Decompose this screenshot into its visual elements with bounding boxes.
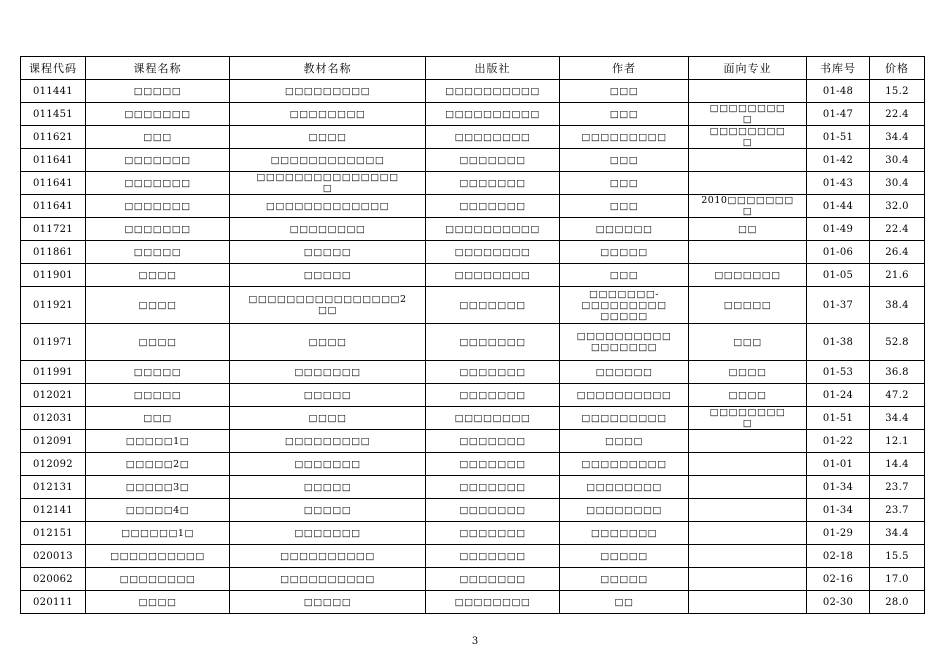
target-major-cell	[689, 499, 807, 522]
price-cell: 22.4	[870, 218, 925, 241]
publisher-cell: □□□□□□□□□□	[426, 103, 560, 126]
shelf-number-cell: 01-37	[807, 287, 870, 324]
table-row	[21, 195, 925, 218]
course-name-cell: □□□□□2□	[86, 453, 230, 476]
shelf-number-cell: 01-51	[807, 126, 870, 149]
course-code-cell: 012021	[21, 384, 86, 407]
textbook-name-cell: □□□□□□□□□□□□□	[230, 195, 426, 218]
course-name-cell: □□□□□1□	[86, 430, 230, 453]
shelf-number-cell: 01-06	[807, 241, 870, 264]
header-price: 价格	[870, 57, 925, 80]
textbook-name-cell: □□□□	[230, 407, 426, 430]
shelf-number-cell: 02-16	[807, 568, 870, 591]
publisher-cell: □□□□□□□□□□	[426, 80, 560, 103]
target-major-cell	[689, 476, 807, 499]
course-code-cell: 020013	[21, 545, 86, 568]
author-cell: □□□□	[560, 430, 689, 453]
price-cell: 15.2	[870, 80, 925, 103]
course-code-cell: 011971	[21, 324, 86, 361]
target-major-cell: □□□□□	[689, 287, 807, 324]
course-name-cell: □□□	[86, 126, 230, 149]
course-code-cell: 011991	[21, 361, 86, 384]
publisher-cell: □□□□□□□	[426, 545, 560, 568]
author-cell: □□□□□□	[560, 218, 689, 241]
price-cell: 38.4	[870, 287, 925, 324]
price-cell: 22.4	[870, 103, 925, 126]
textbook-name-cell: □□□□□	[230, 264, 426, 287]
shelf-number-cell: 01-48	[807, 80, 870, 103]
shelf-number-cell: 02-30	[807, 591, 870, 614]
course-name-cell: □□□□	[86, 324, 230, 361]
target-major-cell	[689, 545, 807, 568]
textbook-name-cell: □□□□□□□□	[230, 218, 426, 241]
course-code-cell: 012031	[21, 407, 86, 430]
publisher-cell: □□□□□□□	[426, 172, 560, 195]
target-major-cell	[689, 80, 807, 103]
price-cell: 52.8	[870, 324, 925, 361]
shelf-number-cell: 01-38	[807, 324, 870, 361]
author-cell: □□□□□□□□□□	[560, 384, 689, 407]
author-cell: □□□	[560, 103, 689, 126]
author-cell: □□□□□□□□□	[560, 126, 689, 149]
table-header-row	[21, 57, 925, 80]
price-cell: 32.0	[870, 195, 925, 218]
target-major-cell: □□□	[689, 324, 807, 361]
price-cell: 17.0	[870, 568, 925, 591]
course-code-cell: 011641	[21, 172, 86, 195]
textbook-name-cell: □□□□□□□	[230, 453, 426, 476]
shelf-number-cell: 01-42	[807, 149, 870, 172]
table-row	[21, 149, 925, 172]
header-author: 作者	[560, 57, 689, 80]
table-row	[21, 384, 925, 407]
course-code-cell: 011451	[21, 103, 86, 126]
course-name-cell: □□□□□□1□	[86, 522, 230, 545]
shelf-number-cell: 01-47	[807, 103, 870, 126]
price-cell: 12.1	[870, 430, 925, 453]
textbook-name-cell: □□□□□□□	[230, 361, 426, 384]
target-major-cell: □□□□□□□□ □	[689, 407, 807, 430]
course-code-cell: 012091	[21, 430, 86, 453]
target-major-cell	[689, 568, 807, 591]
price-cell: 47.2	[870, 384, 925, 407]
course-code-cell: 011721	[21, 218, 86, 241]
author-cell: □□□	[560, 80, 689, 103]
table-row	[21, 126, 925, 149]
publisher-cell: □□□□□□□□	[426, 241, 560, 264]
course-name-cell: □□□□	[86, 264, 230, 287]
publisher-cell: □□□□□□□□	[426, 591, 560, 614]
course-code-cell: 012151	[21, 522, 86, 545]
course-code-cell: 011621	[21, 126, 86, 149]
table-row	[21, 361, 925, 384]
author-cell: □□□	[560, 264, 689, 287]
publisher-cell: □□□□□□□	[426, 149, 560, 172]
textbook-name-cell: □□□□□	[230, 591, 426, 614]
author-cell: □□□□□□□□	[560, 499, 689, 522]
course-code-cell: 011641	[21, 149, 86, 172]
header-textbook-name: 教材名称	[230, 57, 426, 80]
course-name-cell: □□□□□□□	[86, 172, 230, 195]
course-code-cell: 012131	[21, 476, 86, 499]
author-cell: □□□	[560, 149, 689, 172]
shelf-number-cell: 01-34	[807, 476, 870, 499]
target-major-cell: □□□□□□□□ □	[689, 126, 807, 149]
textbook-name-cell: □□□□□□□□□□□□	[230, 149, 426, 172]
author-cell: □□□□□□□□□□ □□□□□□□	[560, 324, 689, 361]
table-row	[21, 499, 925, 522]
shelf-number-cell: 01-24	[807, 384, 870, 407]
shelf-number-cell: 01-34	[807, 499, 870, 522]
course-name-cell: □□□□□□□	[86, 103, 230, 126]
table-row	[21, 522, 925, 545]
course-name-cell: □□□□□□□	[86, 195, 230, 218]
table-row	[21, 241, 925, 264]
author-cell: □□□□□□	[560, 361, 689, 384]
price-cell: 34.4	[870, 407, 925, 430]
course-code-cell: 011901	[21, 264, 86, 287]
header-publisher: 出版社	[426, 57, 560, 80]
course-code-cell: 011641	[21, 195, 86, 218]
course-name-cell: □□□□□3□	[86, 476, 230, 499]
target-major-cell: □□□□□□□	[689, 264, 807, 287]
publisher-cell: □□□□□□□	[426, 384, 560, 407]
publisher-cell: □□□□□□□	[426, 476, 560, 499]
publisher-cell: □□□□□□□□□□	[426, 218, 560, 241]
target-major-cell	[689, 241, 807, 264]
header-target-major: 面向专业	[689, 57, 807, 80]
course-name-cell: □□□□□	[86, 384, 230, 407]
course-name-cell: □□□□□□□	[86, 149, 230, 172]
course-name-cell: □□□□	[86, 287, 230, 324]
publisher-cell: □□□□□□□	[426, 499, 560, 522]
target-major-cell: □□□□	[689, 384, 807, 407]
table-row	[21, 545, 925, 568]
author-cell: □□□	[560, 172, 689, 195]
shelf-number-cell: 01-22	[807, 430, 870, 453]
target-major-cell	[689, 172, 807, 195]
course-code-cell: 012141	[21, 499, 86, 522]
target-major-cell	[689, 591, 807, 614]
table-row	[21, 430, 925, 453]
textbook-name-cell: □□□□	[230, 126, 426, 149]
price-cell: 23.7	[870, 499, 925, 522]
target-major-cell	[689, 430, 807, 453]
publisher-cell: □□□□□□□	[426, 324, 560, 361]
target-major-cell: □□□□□□□□ □	[689, 103, 807, 126]
textbook-name-cell: □□□□□□□□□□□□□□□ □	[230, 172, 426, 195]
table-row	[21, 172, 925, 195]
table-row	[21, 591, 925, 614]
author-cell: □□□□□□□□□	[560, 453, 689, 476]
textbook-name-cell: □□□□□□□□□□	[230, 545, 426, 568]
publisher-cell: □□□□□□□	[426, 361, 560, 384]
target-major-cell: 2010□□□□□□□ □	[689, 195, 807, 218]
course-name-cell: □□□□□□□□□□	[86, 545, 230, 568]
page-number: 3	[471, 636, 479, 647]
shelf-number-cell: 01-43	[807, 172, 870, 195]
header-course-code: 课程代码	[21, 57, 86, 80]
course-name-cell: □□□□□	[86, 241, 230, 264]
price-cell: 36.8	[870, 361, 925, 384]
price-cell: 14.4	[870, 453, 925, 476]
course-name-cell: □□□□□	[86, 80, 230, 103]
textbook-name-cell: □□□□□□□□	[230, 103, 426, 126]
course-name-cell: □□□□□	[86, 361, 230, 384]
price-cell: 26.4	[870, 241, 925, 264]
publisher-cell: □□□□□□□	[426, 430, 560, 453]
shelf-number-cell: 01-44	[807, 195, 870, 218]
textbook-name-cell: □□□□□	[230, 476, 426, 499]
course-code-cell: 020111	[21, 591, 86, 614]
course-code-cell: 011441	[21, 80, 86, 103]
target-major-cell	[689, 453, 807, 476]
price-cell: 23.7	[870, 476, 925, 499]
table-row	[21, 80, 925, 103]
table-body	[21, 80, 925, 614]
author-cell: □□□□□	[560, 545, 689, 568]
course-name-cell: □□□	[86, 407, 230, 430]
textbook-name-cell: □□□□	[230, 324, 426, 361]
author-cell: □□□□□□□□	[560, 476, 689, 499]
table-row	[21, 287, 925, 324]
target-major-cell	[689, 522, 807, 545]
author-cell: □□□	[560, 195, 689, 218]
table-row	[21, 407, 925, 430]
course-name-cell: □□□□	[86, 591, 230, 614]
course-code-cell: 011921	[21, 287, 86, 324]
table-row	[21, 568, 925, 591]
textbook-name-cell: □□□□□	[230, 499, 426, 522]
price-cell: 15.5	[870, 545, 925, 568]
author-cell: □□□□□□□-□□□□□□□□□ □□□□□	[560, 287, 689, 324]
course-name-cell: □□□□□□□□	[86, 568, 230, 591]
price-cell: 34.4	[870, 522, 925, 545]
author-cell: □□□□□	[560, 568, 689, 591]
price-cell: 28.0	[870, 591, 925, 614]
price-cell: 30.4	[870, 149, 925, 172]
shelf-number-cell: 01-29	[807, 522, 870, 545]
course-code-cell: 011861	[21, 241, 86, 264]
textbook-name-cell: □□□□□□□□□□	[230, 568, 426, 591]
author-cell: □□	[560, 591, 689, 614]
course-name-cell: □□□□□4□	[86, 499, 230, 522]
price-cell: 34.4	[870, 126, 925, 149]
publisher-cell: □□□□□□□	[426, 568, 560, 591]
publisher-cell: □□□□□□□□	[426, 407, 560, 430]
shelf-number-cell: 02-18	[807, 545, 870, 568]
publisher-cell: □□□□□□□	[426, 195, 560, 218]
textbook-name-cell: □□□□□	[230, 241, 426, 264]
table-row	[21, 453, 925, 476]
textbook-name-cell: □□□□□□□□□	[230, 430, 426, 453]
table-row	[21, 103, 925, 126]
table-row	[21, 218, 925, 241]
shelf-number-cell: 01-01	[807, 453, 870, 476]
header-course-name: 课程名称	[86, 57, 230, 80]
publisher-cell: □□□□□□□	[426, 453, 560, 476]
publisher-cell: □□□□□□□	[426, 522, 560, 545]
price-cell: 21.6	[870, 264, 925, 287]
table-row	[21, 264, 925, 287]
publisher-cell: □□□□□□□	[426, 287, 560, 324]
shelf-number-cell: 01-49	[807, 218, 870, 241]
price-cell: 30.4	[870, 172, 925, 195]
author-cell: □□□□□□□	[560, 522, 689, 545]
course-name-cell: □□□□□□□	[86, 218, 230, 241]
publisher-cell: □□□□□□□□	[426, 126, 560, 149]
publisher-cell: □□□□□□□□	[426, 264, 560, 287]
textbook-name-cell: □□□□□	[230, 384, 426, 407]
author-cell: □□□□□	[560, 241, 689, 264]
author-cell: □□□□□□□□□	[560, 407, 689, 430]
textbook-name-cell: □□□□□□□□□□□□□□□□2 □□	[230, 287, 426, 324]
course-code-cell: 012092	[21, 453, 86, 476]
table-row	[21, 324, 925, 361]
textbook-name-cell: □□□□□□□	[230, 522, 426, 545]
textbook-table	[20, 56, 925, 614]
course-code-cell: 020062	[21, 568, 86, 591]
table-row	[21, 476, 925, 499]
shelf-number-cell: 01-53	[807, 361, 870, 384]
target-major-cell: □□	[689, 218, 807, 241]
shelf-number-cell: 01-05	[807, 264, 870, 287]
target-major-cell	[689, 149, 807, 172]
target-major-cell: □□□□	[689, 361, 807, 384]
header-shelf-number: 书库号	[807, 57, 870, 80]
shelf-number-cell: 01-51	[807, 407, 870, 430]
textbook-name-cell: □□□□□□□□□	[230, 80, 426, 103]
